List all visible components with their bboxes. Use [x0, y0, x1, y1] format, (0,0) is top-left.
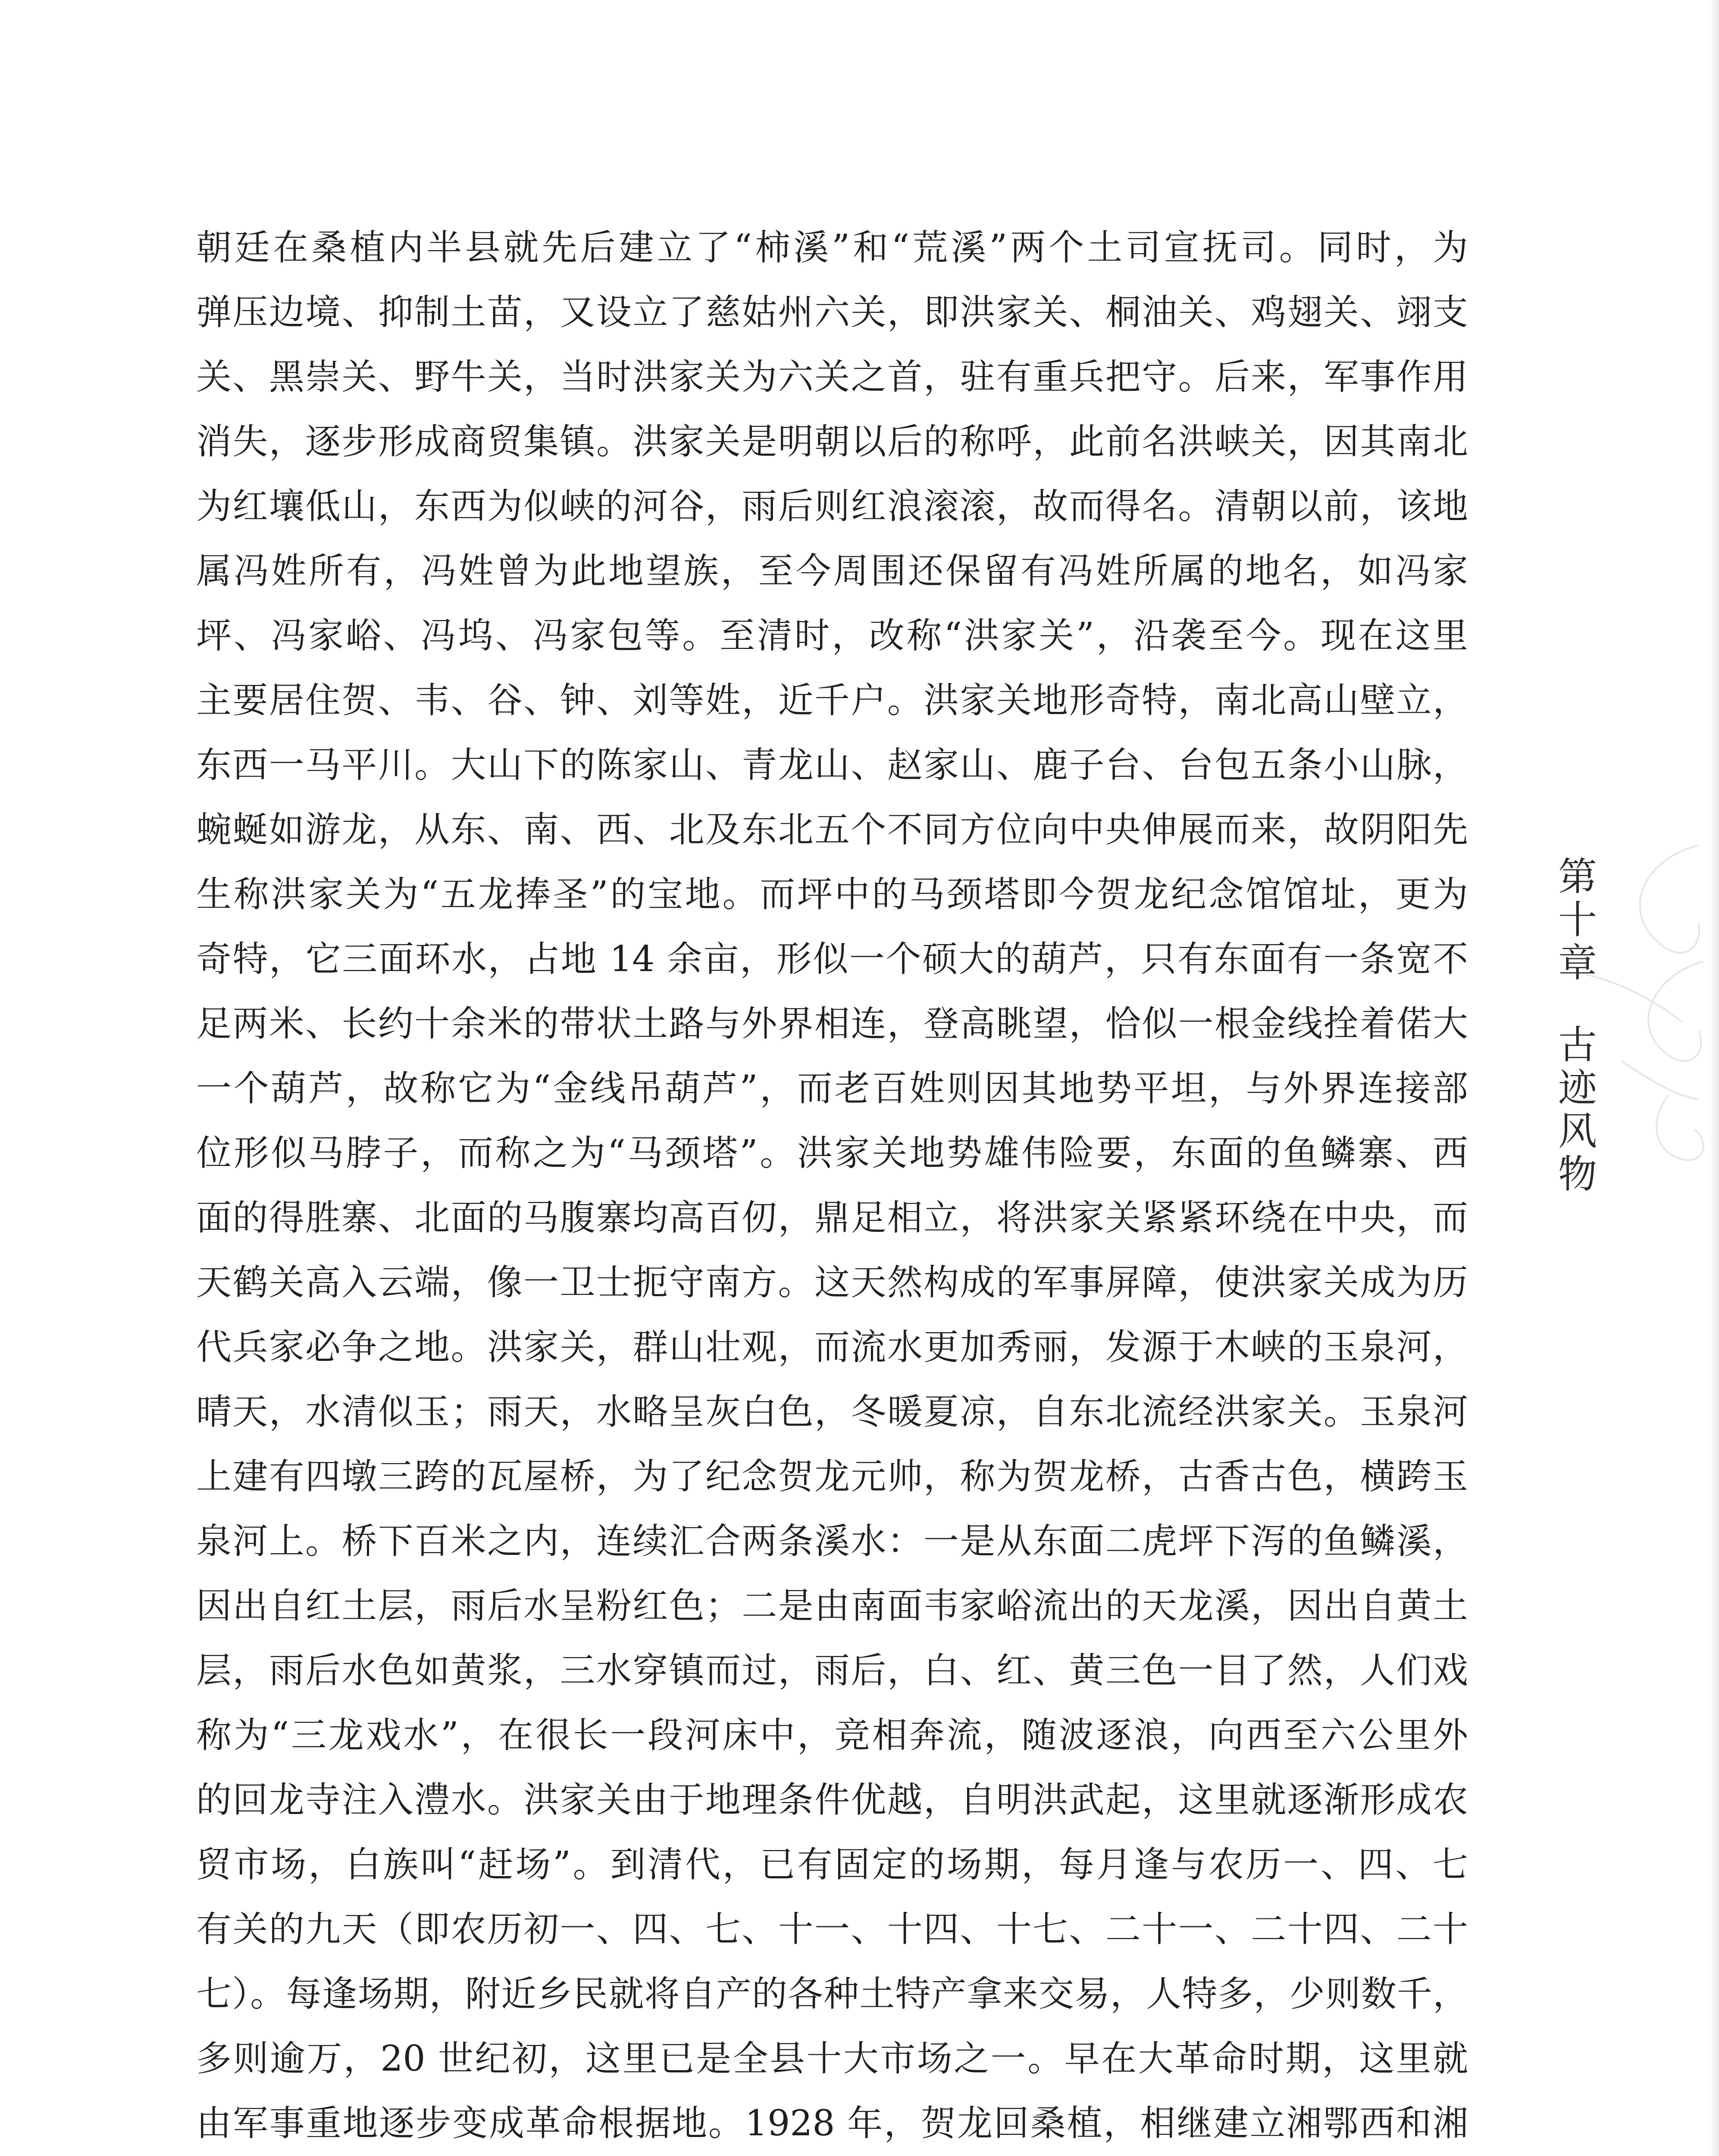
text-line: 面的得胜寨、北面的马腹寨均高百仞，鼎足相立，将洪家关紧紧环绕在中央，而	[196, 1197, 1468, 1238]
text-line: 属冯姓所有，冯姓曾为此地望族，至今周围还保留有冯姓所属的地名，如冯家	[196, 551, 1468, 592]
page-edge-shadow	[1710, 0, 1719, 2156]
text-line: 上建有四墩三跨的瓦屋桥，为了纪念贺龙元帅，称为贺龙桥，古香古色，横跨玉	[196, 1456, 1468, 1497]
text-line: 朝廷在桑植内半县就先后建立了“柿溪”和“荒溪”两个土司宣抚司。同时，为	[196, 227, 1468, 268]
text-line: 的回龙寺注入澧水。洪家关由于地理条件优越，自明洪武起，这里就逐渐形成农	[196, 1780, 1468, 1821]
running-head-chapter-title: 古迹风物	[1551, 1024, 1597, 1197]
text-line: 天鹤关高入云端，像一卫士扼守南方。这天然构成的军事屏障，使洪家关成为历	[196, 1262, 1468, 1303]
text-line: 坪、冯家峪、冯坞、冯家包等。至清时，改称“洪家关”，沿袭至今。现在这里	[196, 615, 1468, 656]
text-line: 弹压边境、抑制土苗，又设立了慈姑州六关，即洪家关、桐油关、鸡翅关、翊支	[196, 292, 1468, 333]
running-head-chapter	[1550, 856, 1602, 1197]
text-line: 七）。每逢场期，附近乡民就将自产的各种土特产拿来交易，人特多，少则数千，	[196, 1974, 1468, 2015]
text-line: 有关的九天（即农历初一、四、七、十一、十四、十七、二十一、二十四、二十	[196, 1909, 1468, 1950]
text-line: 由军事重地逐步变成革命根据地。1928 年，贺龙回桑植，相继建立湘鄂西和湘	[196, 2103, 1468, 2144]
text-line: 层，雨后水色如黄浆，三水穿镇而过，雨后，白、红、黄三色一目了然，人们戏	[196, 1650, 1468, 1691]
text-line: 足两米、长约十余米的带状土路与外界相连，登高眺望，恰似一根金线拴着偌大	[196, 1003, 1468, 1044]
text-line: 多则逾万，20 世纪初，这里已是全县十大市场之一。早在大革命时期，这里就	[196, 2038, 1468, 2079]
text-line: 因出自红土层，雨后水呈粉红色；二是由南面韦家峪流出的天龙溪，因出自黄土	[196, 1586, 1468, 1626]
text-line: 关、黑崇关、野牛关，当时洪家关为六关之首，驻有重兵把守。后来，军事作用	[196, 357, 1468, 398]
text-line: 称为“三龙戏水”，在很长一段河床中，竞相奔流，随波逐浪，向西至六公里外	[196, 1715, 1468, 1756]
text-line: 主要居住贺、韦、谷、钟、刘等姓，近千户。洪家关地形奇特，南北高山壁立，	[196, 680, 1468, 721]
text-line: 晴天，水清似玉；雨天，水略呈灰白色，冬暖夏凉，自东北流经洪家关。玉泉河	[196, 1391, 1468, 1432]
text-line: 消失，逐步形成商贸集镇。洪家关是明朝以后的称呼，此前名洪峡关，因其南北	[196, 421, 1468, 462]
text-line: 为红壤低山，东西为似峡的河谷，雨后则红浪滚滚，故而得名。清朝以前，该地	[196, 486, 1468, 527]
text-line: 位形似马脖子，而称之为“马颈塔”。洪家关地势雄伟险要，东面的鱼鳞寨、西	[196, 1133, 1468, 1174]
text-line: 贸市场，白族叫“赶场”。到清代，已有固定的场期，每月逢与农历一、四、七	[196, 1844, 1468, 1885]
text-line: 泉河上。桥下百米之内，连续汇合两条溪水：一是从东面二虎坪下泻的鱼鳞溪，	[196, 1521, 1468, 1562]
running-head-chapter-number: 第十章	[1551, 856, 1597, 985]
body-text	[196, 216, 1468, 2156]
text-line: 代兵家必争之地。洪家关，群山壮观，而流水更加秀丽，发源于木峡的玉泉河，	[196, 1327, 1468, 1368]
text-line: 生称洪家关为“五龙捧圣”的宝地。而坪中的马颈塔即今贺龙纪念馆馆址，更为	[196, 874, 1468, 915]
text-line: 蜿蜒如游龙，从东、南、西、北及东北五个不同方位向中央伸展而来，故阴阳先	[196, 809, 1468, 850]
text-line: 奇特，它三面环水，占地 14 余亩，形似一个硕大的葫芦，只有东面有一条宽不	[196, 939, 1468, 980]
text-line: 一个葫芦，故称它为“金线吊葫芦”，而老百姓则因其地势平坦，与外界连接部	[196, 1068, 1468, 1109]
text-line: 东西一马平川。大山下的陈家山、青龙山、赵家山、鹿子台、台包五条小山脉，	[196, 745, 1468, 786]
